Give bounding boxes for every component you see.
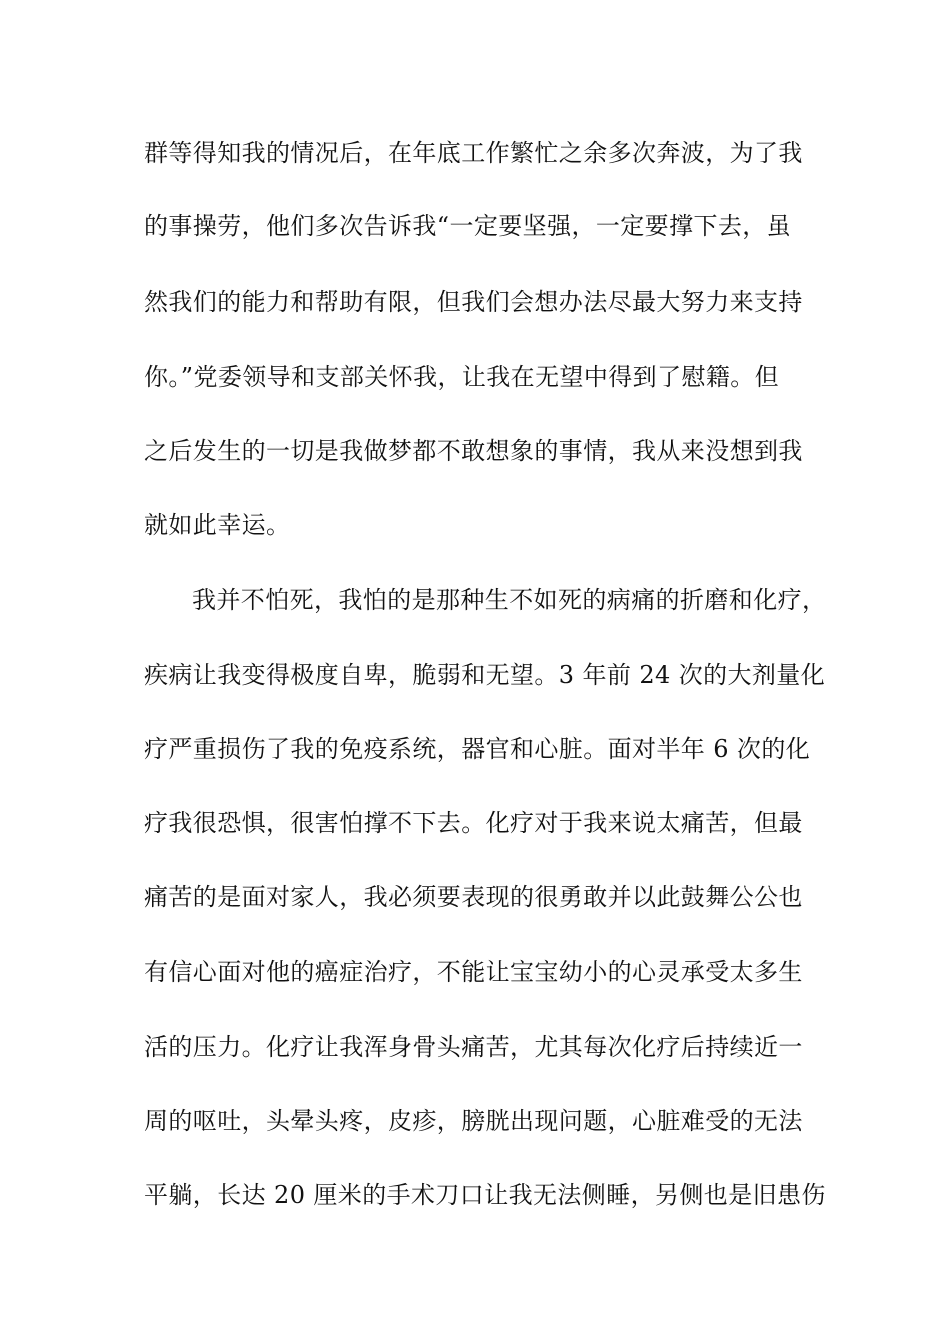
text-line: 之后发生的一切是我做梦都不敢想象的事情，我从来没想到我 bbox=[144, 437, 803, 465]
text-line: 周的呕吐，头晕头疼，皮疹，膀胱出现问题，心脏难受的无法 bbox=[144, 1107, 803, 1135]
text-line: 活的压力。化疗让我浑身骨头痛苦，尤其每次化疗后持续近一 bbox=[144, 1033, 803, 1061]
text-line: 平躺，长达 20 厘米的手术刀口让我无法侧睡，另侧也是旧患伤 bbox=[144, 1181, 826, 1209]
paragraph-first-line: 我并不怕死，我怕的是那种生不如死的病痛的折磨和化疗， bbox=[192, 586, 827, 614]
text-line: 疗我很恐惧，很害怕撑不下去。化疗对于我来说太痛苦，但最 bbox=[144, 809, 803, 837]
text-line: 你。”党委领导和支部关怀我，让我在无望中得到了慰籍。但 bbox=[144, 363, 780, 391]
text-line: 痛苦的是面对家人，我必须要表现的很勇敢并以此鼓舞公公也 bbox=[144, 883, 803, 911]
text-line: 有信心面对他的癌症治疗，不能让宝宝幼小的心灵承受太多生 bbox=[144, 958, 803, 986]
text-line: 的事操劳，他们多次告诉我“一定要坚强，一定要撑下去，虽 bbox=[144, 212, 792, 240]
text-line: 群等得知我的情况后，在年底工作繁忙之余多次奔波，为了我 bbox=[144, 139, 803, 167]
text-line: 疗严重损伤了我的免疫系统，器官和心脏。面对半年 6 次的化 bbox=[144, 735, 811, 763]
text-line: 然我们的能力和帮助有限，但我们会想办法尽最大努力来支持 bbox=[144, 288, 803, 316]
text-line: 就如此幸运。 bbox=[144, 511, 291, 539]
text-line: 疾病让我变得极度自卑，脆弱和无望。3 年前 24 次的大剂量化 bbox=[144, 661, 826, 689]
